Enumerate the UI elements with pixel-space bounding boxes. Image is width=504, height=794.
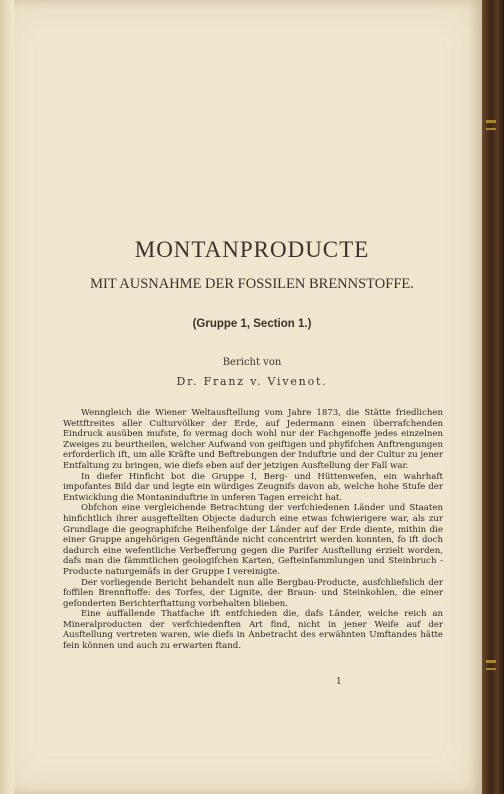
author-prefix: Dr.: [176, 375, 199, 388]
body-text: [63, 408, 443, 652]
spine-band: [486, 128, 496, 130]
page-gutter: [0, 0, 14, 794]
group-section-label: (Gruppe 1, Section 1.): [192, 318, 312, 330]
report-by-label: Bericht von: [222, 357, 282, 368]
document-title: MONTANPRODUCTE: [134, 237, 370, 262]
paragraph: In diefer Hinficht bot die Gruppe I, Berg- und Hüttenwefen, ein wahrhaft impofantes Bild dar und legte ein würdiges Zeugnifs davon ab, welche hohe Stufe der Entwicklung die Montaninduftrie in unferen Tagen erreicht hat.: [63, 471, 443, 503]
book-spine: [482, 0, 504, 794]
page-number: 1: [336, 677, 342, 687]
document-subtitle: MIT AUSNAHME DER FOSSILEN BRENNSTOFFE.: [90, 276, 414, 292]
paragraph: Obfchon eine vergleichende Betrachtung der verfchiedenen Länder und Staaten hinfichtlich ihrer ausgeftellten Objecte dadurch eine etwas fchwierigere war, als zur Grundlage die geographifche Reihenfolge der Länder auf der Erde diente, mithin die einer Gruppe angehörigen Gegenftände nicht concentrirt werden konnten, fo ift doch dadurch eine wefentliche Verbefferung gegen die Parifer Ausftellung erzielt worden, dafs man die fämmtlichen geologifchen Karten, Gefteinfammlungen und Steinbruch - Producte naturgemäfs in der Gruppe I vereinigte.: [63, 503, 443, 577]
author-line: [22, 375, 482, 388]
spine-band: [486, 668, 496, 670]
author-name: Franz v. Vivenot.: [203, 375, 328, 388]
paragraph: Wenngleich die Wiener Weltausftellung vom Jahre 1873, die Stätte friedlichen Wettftreites aller Culturvölker der Erde, auf Jedermann einen überrafchenden Eindruck ausüben mufste, fo vermag doch wohl nur der Fachgenoffe jedes einzelnen Zweiges zu beurtheilen, welcher Aufwand von geiftigen und phyfifchen Anftrengungen erforderlich ift, um alle Kräfte und Beftrebungen der Induftrie und der Cultur zu jener Entfaltung zu bringen, wie diefs eben auf der jetzigen Ausftellung der Fall war.: [63, 408, 443, 471]
spine-band: [486, 120, 496, 123]
spine-band: [486, 660, 496, 663]
paragraph: Der vorliegende Bericht behandelt nun alle Bergbau-Producte, ausfchliefslich der foffilen Brennftoffe: des Torfes, der Lignite, der Braun- und Steinkohlen, die einer gefonderten Berichterftattung vorbehalten blieben.: [63, 577, 443, 609]
paragraph: Eine auffallende Thatfache ift entfchieden die, dafs Länder, welche reich an Mineralproducten der verfchiedenften Art find, nicht in jener Weife auf der Ausftellung vertreten waren, wie diefs in Anbetracht des erwähnten Umftandes hätte fein können und auch zu erwarten ftand.: [63, 609, 443, 652]
